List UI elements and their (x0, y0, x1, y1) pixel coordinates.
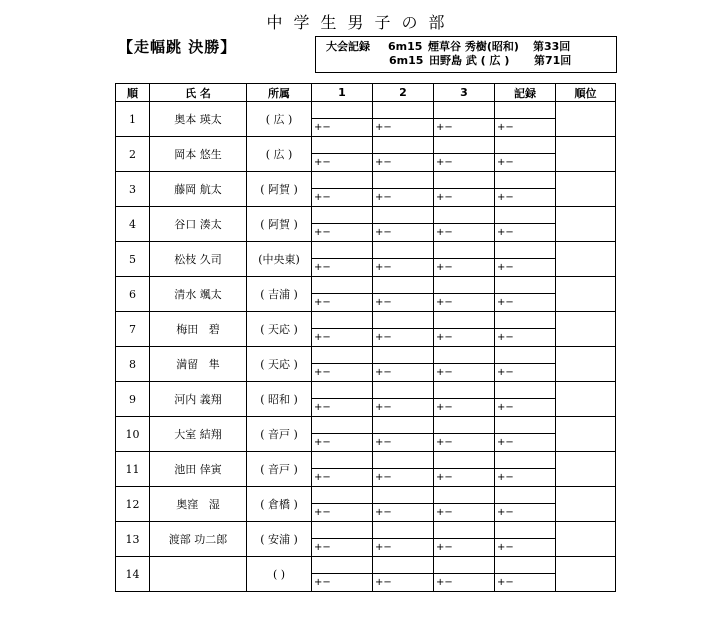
trial-1-wind[interactable]: +− (312, 364, 373, 382)
athlete-order: 14 (116, 557, 150, 592)
best-record-mark[interactable] (495, 207, 556, 224)
trial-3-mark[interactable] (434, 522, 495, 539)
trial-2-mark[interactable] (373, 417, 434, 434)
athlete-name: 岡本 悠生 (150, 137, 247, 172)
record-label: 大会記録 (326, 40, 370, 53)
trial-2-wind[interactable]: +− (373, 364, 434, 382)
trial-1-mark[interactable] (312, 207, 373, 224)
athlete-name: 渡部 功二郎 (150, 522, 247, 557)
rank-cell[interactable] (556, 487, 616, 522)
athlete-team: ( 天応 ) (247, 347, 312, 382)
trial-3-mark[interactable] (434, 277, 495, 294)
results-table (115, 83, 616, 592)
trial-1-mark[interactable] (312, 347, 373, 364)
trial-1-wind[interactable]: +− (312, 329, 373, 347)
athlete-name: 河内 義翔 (150, 382, 247, 417)
trial-1-wind[interactable]: +− (312, 434, 373, 452)
athlete-team: ( 昭和 ) (247, 382, 312, 417)
trial-2-wind[interactable]: +− (373, 259, 434, 277)
best-record-wind[interactable]: +− (495, 504, 556, 522)
trial-3-mark[interactable] (434, 417, 495, 434)
athlete-row (116, 207, 616, 224)
page-title: 中学生男子の部 (266, 13, 456, 32)
athlete-row (116, 522, 616, 539)
athlete-order: 4 (116, 207, 150, 242)
trial-3-wind[interactable]: +− (434, 364, 495, 382)
col-header-order: 順 (116, 84, 150, 102)
record-mark: 6m15 (389, 54, 424, 67)
best-record-wind[interactable]: +− (495, 539, 556, 557)
best-record-mark[interactable] (495, 347, 556, 364)
trial-1-wind[interactable]: +− (312, 189, 373, 207)
table-header-row (116, 84, 616, 102)
record-line-1 (326, 40, 616, 54)
trial-3-mark[interactable] (434, 207, 495, 224)
best-record-mark[interactable] (495, 522, 556, 539)
athlete-row (116, 102, 616, 119)
trial-3-mark[interactable] (434, 487, 495, 504)
athlete-order: 1 (116, 102, 150, 137)
athlete-name: 谷口 湊太 (150, 207, 247, 242)
best-record-mark[interactable] (495, 417, 556, 434)
athlete-team: ( 広 ) (247, 102, 312, 137)
athlete-team: ( 阿賀 ) (247, 172, 312, 207)
trial-2-wind[interactable]: +− (373, 399, 434, 417)
col-header-name: 氏 名 (150, 84, 247, 102)
trial-1-mark[interactable] (312, 242, 373, 259)
best-record-mark[interactable] (495, 137, 556, 154)
athlete-order: 12 (116, 487, 150, 522)
trial-3-wind[interactable]: +− (434, 399, 495, 417)
trial-1-wind[interactable]: +− (312, 539, 373, 557)
record-line-2 (326, 54, 616, 68)
best-record-mark[interactable] (495, 102, 556, 119)
col-header-trial-1: 1 (312, 84, 373, 102)
athlete-name: 藤岡 航太 (150, 172, 247, 207)
athlete-team: ( 広 ) (247, 137, 312, 172)
athlete-name: 池田 倖寅 (150, 452, 247, 487)
trial-2-mark[interactable] (373, 347, 434, 364)
best-record-wind[interactable]: +− (495, 119, 556, 137)
trial-3-wind[interactable]: +− (434, 294, 495, 312)
trial-3-mark[interactable] (434, 557, 495, 574)
trial-2-mark[interactable] (373, 172, 434, 189)
athlete-team: ( 阿賀 ) (247, 207, 312, 242)
athlete-order: 10 (116, 417, 150, 452)
trial-2-wind[interactable]: +− (373, 434, 434, 452)
athlete-team: (中央東) (247, 242, 312, 277)
athlete-name: 奥窪 湿 (150, 487, 247, 522)
rank-cell[interactable] (556, 172, 616, 207)
rank-cell[interactable] (556, 382, 616, 417)
athlete-row (116, 382, 616, 399)
athlete-row (116, 452, 616, 469)
trial-1-mark[interactable] (312, 452, 373, 469)
trial-1-wind[interactable]: +− (312, 294, 373, 312)
trial-2-mark[interactable] (373, 102, 434, 119)
trial-3-wind[interactable]: +− (434, 224, 495, 242)
athlete-row (116, 312, 616, 329)
col-header-trial-2: 2 (373, 84, 434, 102)
record-edition: 第71回 (534, 54, 572, 67)
trial-1-wind[interactable]: +− (312, 504, 373, 522)
best-record-wind[interactable]: +− (495, 154, 556, 172)
best-record-mark[interactable] (495, 312, 556, 329)
col-header-record: 記録 (495, 84, 556, 102)
best-record-wind[interactable]: +− (495, 469, 556, 487)
athlete-row (116, 347, 616, 364)
athlete-row (116, 487, 616, 504)
best-record-wind[interactable]: +− (495, 329, 556, 347)
athlete-row (116, 277, 616, 294)
athlete-team: ( ) (247, 557, 312, 592)
athlete-name: 満留 隼 (150, 347, 247, 382)
rank-cell[interactable] (556, 347, 616, 382)
athlete-name: 奥本 瑛太 (150, 102, 247, 137)
best-record-mark[interactable] (495, 557, 556, 574)
trial-3-wind[interactable]: +− (434, 539, 495, 557)
athlete-name: 大室 結翔 (150, 417, 247, 452)
trial-3-mark[interactable] (434, 172, 495, 189)
best-record-wind[interactable]: +− (495, 399, 556, 417)
best-record-mark[interactable] (495, 382, 556, 399)
athlete-row (116, 242, 616, 259)
trial-1-mark[interactable] (312, 382, 373, 399)
event-title: 【走幅跳 決勝】 (118, 38, 237, 56)
athlete-order: 7 (116, 312, 150, 347)
record-holder: 煙草谷 秀樹(昭和) (428, 40, 519, 53)
trial-2-wind[interactable]: +− (373, 294, 434, 312)
best-record-wind[interactable]: +− (495, 259, 556, 277)
rank-cell[interactable] (556, 557, 616, 592)
trial-1-mark[interactable] (312, 102, 373, 119)
trial-2-mark[interactable] (373, 557, 434, 574)
trial-2-mark[interactable] (373, 487, 434, 504)
record-edition: 第33回 (533, 40, 571, 53)
trial-3-mark[interactable] (434, 312, 495, 329)
trial-1-wind[interactable]: +− (312, 259, 373, 277)
trial-2-mark[interactable] (373, 382, 434, 399)
trial-3-wind[interactable]: +− (434, 119, 495, 137)
trial-3-mark[interactable] (434, 102, 495, 119)
athlete-team: ( 音戸 ) (247, 417, 312, 452)
rank-cell[interactable] (556, 277, 616, 312)
athlete-order: 11 (116, 452, 150, 487)
best-record-wind[interactable]: +− (495, 364, 556, 382)
trial-3-mark[interactable] (434, 137, 495, 154)
trial-1-mark[interactable] (312, 487, 373, 504)
trial-2-wind[interactable]: +− (373, 574, 434, 592)
athlete-order: 13 (116, 522, 150, 557)
trial-1-wind[interactable]: +− (312, 574, 373, 592)
athlete-order: 5 (116, 242, 150, 277)
col-header-trial-3: 3 (434, 84, 495, 102)
rank-cell[interactable] (556, 452, 616, 487)
trial-1-wind[interactable]: +− (312, 224, 373, 242)
trial-3-wind[interactable]: +− (434, 574, 495, 592)
trial-3-wind[interactable]: +− (434, 259, 495, 277)
trial-1-mark[interactable] (312, 137, 373, 154)
trial-2-wind[interactable]: +− (373, 329, 434, 347)
best-record-wind[interactable]: +− (495, 224, 556, 242)
athlete-team: ( 天応 ) (247, 312, 312, 347)
trial-2-wind[interactable]: +− (373, 469, 434, 487)
athlete-order: 6 (116, 277, 150, 312)
trial-2-mark[interactable] (373, 522, 434, 539)
athlete-order: 3 (116, 172, 150, 207)
athlete-order: 2 (116, 137, 150, 172)
athlete-name (150, 557, 247, 592)
best-record-wind[interactable]: +− (495, 294, 556, 312)
rank-cell[interactable] (556, 522, 616, 557)
athlete-name: 清水 颯太 (150, 277, 247, 312)
trial-3-mark[interactable] (434, 347, 495, 364)
trial-1-wind[interactable]: +− (312, 154, 373, 172)
athlete-name: 梅田 碧 (150, 312, 247, 347)
trial-2-mark[interactable] (373, 137, 434, 154)
trial-1-mark[interactable] (312, 417, 373, 434)
trial-1-wind[interactable]: +− (312, 469, 373, 487)
best-record-wind[interactable]: +− (495, 574, 556, 592)
athlete-order: 8 (116, 347, 150, 382)
athlete-team: ( 吉浦 ) (247, 277, 312, 312)
athlete-team: ( 倉橋 ) (247, 487, 312, 522)
trial-3-wind[interactable]: +− (434, 189, 495, 207)
trial-3-wind[interactable]: +− (434, 504, 495, 522)
trial-2-mark[interactable] (373, 452, 434, 469)
col-header-rank: 順位 (556, 84, 616, 102)
athlete-team: ( 音戸 ) (247, 452, 312, 487)
best-record-mark[interactable] (495, 452, 556, 469)
trial-3-mark[interactable] (434, 452, 495, 469)
trial-1-mark[interactable] (312, 312, 373, 329)
trial-2-mark[interactable] (373, 312, 434, 329)
trial-1-mark[interactable] (312, 277, 373, 294)
athlete-order: 9 (116, 382, 150, 417)
trial-3-wind[interactable]: +− (434, 469, 495, 487)
trial-2-wind[interactable]: +− (373, 189, 434, 207)
best-record-mark[interactable] (495, 487, 556, 504)
trial-1-wind[interactable]: +− (312, 399, 373, 417)
trial-1-wind[interactable]: +− (312, 119, 373, 137)
best-record-wind[interactable]: +− (495, 189, 556, 207)
rank-cell[interactable] (556, 417, 616, 452)
rank-cell[interactable] (556, 137, 616, 172)
trial-1-mark[interactable] (312, 522, 373, 539)
athlete-name: 松枝 久司 (150, 242, 247, 277)
trial-3-wind[interactable]: +− (434, 329, 495, 347)
best-record-mark[interactable] (495, 172, 556, 189)
trial-2-wind[interactable]: +− (373, 224, 434, 242)
athlete-row (116, 137, 616, 154)
record-mark: 6m15 (388, 40, 423, 53)
trial-1-mark[interactable] (312, 172, 373, 189)
meet-records-box (315, 36, 617, 73)
athlete-team: ( 安浦 ) (247, 522, 312, 557)
best-record-wind[interactable]: +− (495, 434, 556, 452)
rank-cell[interactable] (556, 312, 616, 347)
trial-2-wind[interactable]: +− (373, 119, 434, 137)
trial-2-wind[interactable]: +− (373, 539, 434, 557)
record-holder: 田野島 武 ( 広 ) (429, 54, 510, 67)
athlete-row (116, 417, 616, 434)
trial-3-mark[interactable] (434, 242, 495, 259)
trial-2-wind[interactable]: +− (373, 154, 434, 172)
trial-2-mark[interactable] (373, 242, 434, 259)
rank-cell[interactable] (556, 102, 616, 137)
trial-3-wind[interactable]: +− (434, 154, 495, 172)
trial-1-mark[interactable] (312, 557, 373, 574)
trial-3-wind[interactable]: +− (434, 434, 495, 452)
best-record-mark[interactable] (495, 242, 556, 259)
athlete-row (116, 557, 616, 574)
trial-2-mark[interactable] (373, 277, 434, 294)
col-header-team: 所属 (247, 84, 312, 102)
rank-cell[interactable] (556, 207, 616, 242)
best-record-mark[interactable] (495, 277, 556, 294)
trial-2-mark[interactable] (373, 207, 434, 224)
rank-cell[interactable] (556, 242, 616, 277)
athlete-row (116, 172, 616, 189)
trial-3-mark[interactable] (434, 382, 495, 399)
trial-2-wind[interactable]: +− (373, 504, 434, 522)
